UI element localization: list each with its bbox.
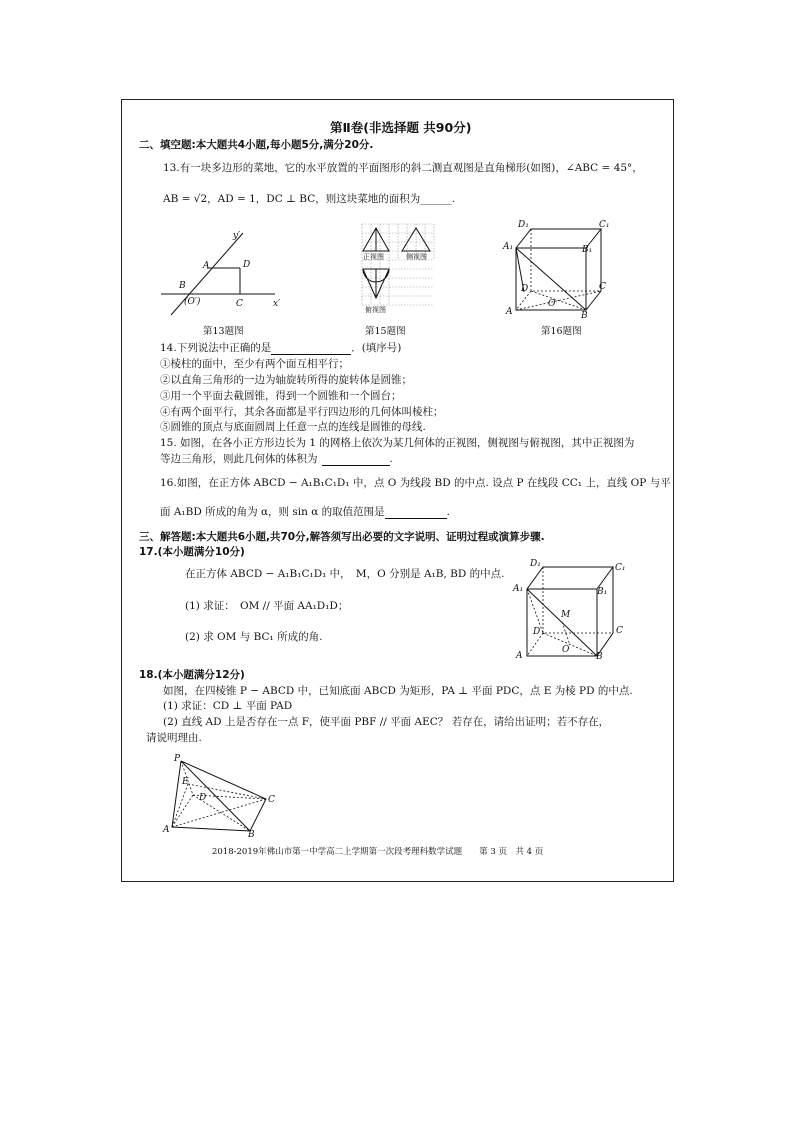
label-C: C (268, 795, 275, 805)
q17-head: 17.(本小题满分10分) (139, 546, 245, 558)
top-view-shape (363, 269, 389, 298)
q16-line2 (160, 505, 450, 519)
q18-part2-line2: 请说明理由. (146, 732, 202, 744)
q14-option-2: ②以直角三角形的一边为轴旋转所得的旋转体是圆锥； (160, 374, 412, 386)
label-front-view: 正视图 (363, 253, 384, 261)
label-A1: A₁ (513, 584, 524, 594)
figure-18 (162, 752, 282, 840)
q13-line2: AB = √2，AD = 1，DC ⊥ BC，则这块菜地的面积为______. (163, 193, 456, 205)
label-B1: B₁ (582, 245, 593, 255)
q14-option-3: ③用一个平面去截圆锥，得到一个圆锥和一个圆台； (160, 390, 402, 402)
fill-blank-heading: 二、填空题:本大题共4小题,每小题5分,满分20分. (139, 139, 374, 151)
label-D: D (533, 627, 541, 637)
label-x: x′ (273, 299, 281, 309)
q13-line1: 13.有一块多边形的菜地，它的水平放置的平面图形的斜二测直观图是直角梯形(如图)，∠ABC = 45°， (163, 162, 643, 174)
label-B: B (179, 281, 186, 291)
label-E: E (182, 777, 189, 787)
label-M: M (561, 610, 571, 620)
figure-16 (503, 219, 613, 319)
label-A: A (516, 651, 523, 661)
label-C1: C₁ (599, 220, 610, 230)
label-A: A (163, 825, 170, 835)
cube-top-back (516, 229, 601, 310)
label-D: D (199, 793, 207, 803)
label-B1: B₁ (597, 587, 608, 597)
q15-line2-end: . (389, 453, 393, 465)
q17-part2: (2) 求 OM 与 BC₁ 所成的角. (185, 631, 323, 643)
figure-13 (155, 225, 295, 325)
label-C: C (616, 626, 623, 636)
label-O: (O′) (184, 297, 201, 307)
label-B: B (581, 311, 588, 321)
q18-stem: 如图，在四棱锥 P − ABCD 中，已知底面 ABCD 为矩形，PA ⊥ 平面 PDC，点 E 为棱 PD 的中点. (163, 685, 633, 697)
label-A: A (203, 261, 210, 271)
label-O: O (562, 645, 570, 655)
q16-answer-blank (385, 507, 447, 519)
q14-answer-blank (271, 343, 351, 355)
label-C1: C₁ (615, 563, 626, 573)
q15-line2-text: 等边三角形，则此几何体的体积为 (160, 453, 318, 465)
page-footer: 2018-2019年佛山市第一中学高二上学期第一次段考理科数学试题 第 3 页 共 4 页 (212, 847, 544, 857)
label-B: B (596, 652, 603, 662)
label-O: O (548, 299, 556, 309)
label-C: C (599, 282, 606, 292)
q15-answer-blank (322, 454, 390, 466)
q16-line2-end: . (446, 506, 450, 518)
q14-option-4: ④有两个面平行，其余各面都是平行四边形的几何体叫棱柱； (160, 406, 444, 418)
label-A1: A₁ (503, 242, 514, 252)
q14-option-5: ⑤圆锥的顶点与底面圆周上任意一点的连线是圆锥的母线. (160, 421, 426, 433)
caption-13: 第13题图 (203, 326, 244, 337)
q16-line1: 16.如图，在正方体 ABCD − A₁B₁C₁D₁ 中，点 O 为线段 BD 的中点. 设点 P 在线段 CC₁ 上，直线 OP 与平 (160, 477, 671, 489)
figure-17 (513, 560, 633, 660)
y-axis (171, 233, 243, 315)
label-top-view: 俯视图 (365, 306, 386, 314)
label-D: D (521, 284, 529, 294)
label-A: A (506, 307, 513, 317)
caption-15: 第15题图 (365, 326, 406, 337)
answer-section-heading: 三、解答题:本大题共6小题,共70分,解答须写出必要的文字说明、证明过程或演算步骤. (139, 531, 545, 543)
q14-option-1: ①棱柱的面中，至少有两个面互相平行； (160, 358, 349, 370)
q17-part1: (1) 求证： OM // 平面 AA₁D₁D； (185, 600, 349, 612)
label-side-view: 侧视图 (406, 253, 427, 261)
front-view-triangle (363, 228, 389, 251)
q14-suffix: ．(填序号) (351, 342, 402, 354)
q18-part2-line1: (2) 直线 AD 上是否存在一点 F，使平面 PBF // 平面 AEC？ 若存在，请给出证明；若不存在， (163, 716, 610, 728)
label-D1: D₁ (518, 220, 529, 230)
label-P: P (174, 754, 181, 764)
figure-15 (362, 224, 442, 314)
label-C: C (236, 299, 243, 309)
label-D: D (243, 260, 251, 270)
q15-line2 (160, 452, 393, 466)
label-D1: D₁ (530, 559, 541, 569)
part-title: 第Ⅱ卷(非选择题 共90分) (330, 120, 472, 135)
q14-stem-text: 14.下列说法中正确的是 (160, 342, 272, 354)
label-B: B (248, 830, 255, 840)
q17-stem: 在正方体 ABCD − A₁B₁C₁D₁ 中， M，O 分别是 A₁B, BD 的中点. (185, 568, 505, 580)
q18-head: 18.(本小题满分12分) (139, 669, 245, 681)
q16-line2-text: 面 A₁BD 所成的角为 α，则 sin α 的取值范围是 (160, 506, 385, 518)
label-y: y′ (233, 231, 241, 241)
q15-line1: 15. 如图，在各小正方形边长为 1 的网格上依次为某几何体的正视图，侧视图与俯视图，其中正视图为 (160, 437, 635, 449)
q14-stem (160, 341, 401, 355)
caption-16: 第16题图 (541, 326, 582, 337)
q18-part1: (1) 求证：CD ⊥ 平面 PAD (163, 700, 293, 712)
